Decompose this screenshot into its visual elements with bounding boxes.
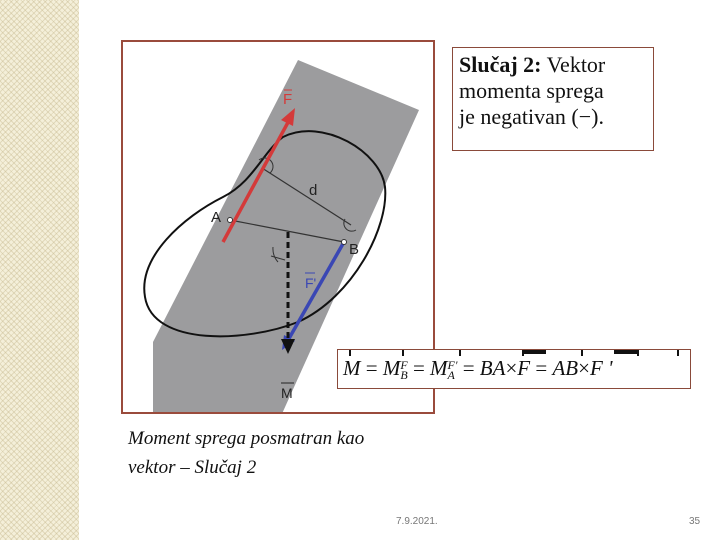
formula-eq-2: = [407, 356, 431, 380]
label-A: A [211, 209, 222, 226]
formula-eq-4: = [530, 356, 553, 380]
label-Fp: F' [305, 275, 317, 291]
formula-sub-B: B [400, 368, 408, 383]
point-A [228, 218, 233, 223]
case-line-2: momenta sprega [459, 78, 604, 103]
page-number: 35 [689, 516, 701, 527]
case-description-box [452, 47, 654, 151]
moment-formula [343, 356, 613, 381]
formula-Fp: F ' [589, 356, 613, 380]
decorative-side-strip [0, 0, 79, 540]
point-B [342, 240, 347, 245]
caption-line-2: vektor – Slučaj 2 [128, 457, 257, 478]
footer-date: 7.9.2021. [396, 516, 438, 527]
formula-M: M [343, 356, 361, 380]
formula-sup-F: F [400, 358, 408, 373]
case-line-1 [459, 52, 647, 78]
case-line-1-rest: Vektor [541, 52, 606, 77]
formula-F: F [517, 356, 531, 380]
figure-caption [128, 424, 364, 482]
label-M: M [281, 385, 293, 401]
case-title: Slučaj 2: [459, 52, 542, 77]
formula-eq-1: = [360, 356, 383, 380]
formula-M-A-Fp: M [430, 356, 448, 380]
formula-M-B-F: M [382, 356, 401, 380]
moment-formula-box [337, 349, 691, 389]
label-B: B [349, 241, 360, 258]
formula-times-2: × [578, 356, 590, 380]
formula-AB: AB [552, 356, 579, 380]
formula-sup-Fp: F' [447, 358, 458, 373]
label-d: d [309, 182, 318, 199]
caption-line-1: Moment sprega posmatran kao [128, 428, 365, 449]
case-line-3: je negativan (−). [459, 104, 604, 129]
label-F: F [283, 91, 293, 108]
formula-times-1: × [505, 356, 518, 380]
formula-BA: BA [479, 356, 506, 380]
formula-eq-3: = [457, 356, 480, 380]
formula-sub-A: A [447, 368, 455, 383]
